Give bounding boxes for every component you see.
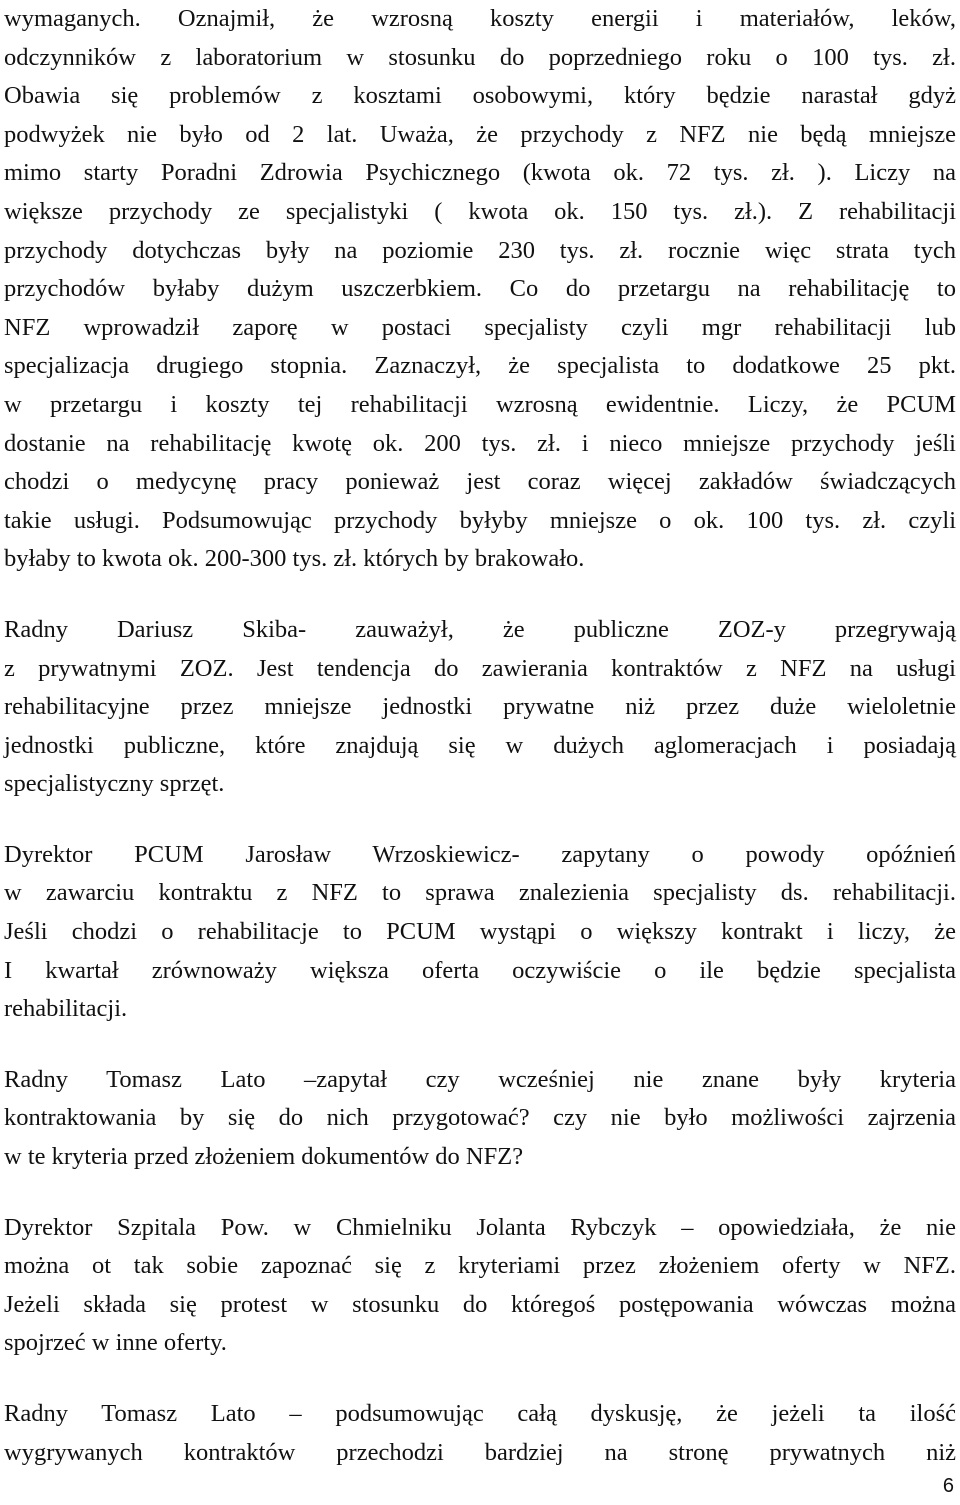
text-line: jednostki publiczne, które znajdują się w dużych aglomeracjach i posiadają (4, 731, 956, 759)
paragraph-radny-lato-summary (4, 1395, 956, 1472)
text-line: Dyrektor PCUM Jarosław Wrzoskiewicz- zapytany o powody opóźnień (4, 840, 956, 868)
text-line: z prywatnymi ZOZ. Jest tendencja do zawierania kontraktów z NFZ na usługi (4, 654, 956, 682)
text-line: podwyżek nie było od 2 lat. Uważa, że przychody z NFZ nie będą mniejsze (4, 120, 956, 148)
text-line: chodzi o medycynę pracy ponieważ jest coraz więcej zakładów świadczących (4, 468, 956, 496)
text-line: odczynników z laboratorium w stosunku do poprzedniego roku o 100 tys. zł. (4, 43, 956, 71)
text-line: można ot tak sobie zapoznać się z kryteriami przez złożeniem oferty w NFZ. (4, 1252, 956, 1280)
text-line: w zawarciu kontraktu z NFZ to sprawa znalezienia specjalisty ds. rehabilitacji. (4, 879, 956, 907)
page-number: 6 (942, 1475, 954, 1497)
text-line: Obawia się problemów z kosztami osobowymi, który będzie narastał gdyż (4, 82, 956, 110)
text-line: wymaganych. Oznajmił, że wzrosną koszty energii i materiałów, leków, (4, 5, 956, 32)
text-line: kontraktowania by się do nich przygotować? czy nie było możliwości zajrzenia (4, 1104, 956, 1132)
text-line: mimo starty Poradni Zdrowia Psychicznego (kwota ok. 72 tys. zł. ). Liczy na (4, 159, 956, 187)
text-line: Dyrektor Szpitala Pow. w Chmielniku Jolanta Rybczyk – opowiedziała, że nie (4, 1213, 956, 1241)
text-line: w te kryteria przed złożeniem dokumentów do NFZ? (4, 1143, 524, 1171)
text-line: spojrzeć w inne oferty. (4, 1329, 227, 1357)
paragraph-gap (4, 804, 956, 836)
paragraph-dyrektor-pcum (4, 836, 956, 1029)
paragraph-gap (4, 1029, 956, 1061)
text-line: I kwartał zrównoważy większa oferta oczywiście o ile będzie specjalista (4, 956, 956, 984)
text-line: specjalizacja drugiego stopnia. Zaznaczył, że specjalista to dodatkowe 25 pkt. (4, 352, 956, 380)
paragraph-gap (4, 579, 956, 611)
text-line: rehabilitacji. (4, 995, 128, 1023)
paragraph-gap (4, 1363, 956, 1395)
paragraph-radny-lato-question (4, 1061, 956, 1177)
text-line: większe przychody ze specjalistyki ( kwota ok. 150 tys. zł.). Z rehabilitacji (4, 197, 956, 225)
text-line: Jeśli chodzi o rehabilitacje to PCUM wystąpi o większy kontrakt i liczy, że (4, 918, 956, 946)
text-line: Radny Tomasz Lato –zapytał czy wcześniej nie znane były kryteria (4, 1065, 956, 1093)
text-line: Jeżeli składa się protest w stosunku do któregoś postępowania wówczas można (4, 1290, 956, 1318)
text-line: wygrywanych kontraktów przechodzi bardziej na stronę prywatnych niż (4, 1438, 956, 1466)
paragraph-radny-skiba (4, 611, 956, 804)
text-line: rehabilitacyjne przez mniejsze jednostki prywatne niż przez duże wieloletnie (4, 693, 956, 721)
text-line: byłaby to kwota ok. 200-300 tys. zł. których by brakowało. (4, 545, 585, 573)
paragraph-dyrektor-szpitala (4, 1209, 956, 1363)
text-line: przychodów byłaby dużym uszczerbkiem. Co do przetargu na rehabilitację to (4, 275, 956, 303)
text-line: dostanie na rehabilitację kwotę ok. 200 tys. zł. i nieco mniejsze przychody jeśli (4, 429, 956, 457)
text-line: Radny Dariusz Skiba- zauważył, że publiczne ZOZ-y przegrywają (4, 615, 956, 643)
text-line: NFZ wprowadził zaporę w postaci specjalisty czyli mgr rehabilitacji lub (4, 313, 956, 341)
text-line: w przetargu i koszty tej rehabilitacji wzrosną ewidentnie. Liczy, że PCUM (4, 390, 956, 418)
text-line: takie usługi. Podsumowując przychody byłyby mniejsze o ok. 100 tys. zł. czyli (4, 506, 956, 534)
document-page (4, 0, 956, 1472)
text-line: przychody dotychczas były na poziomie 230 tys. zł. rocznie więc strata tych (4, 236, 956, 264)
text-line: specjalistyczny sprzęt. (4, 770, 225, 798)
text-line: Radny Tomasz Lato – podsumowując całą dyskusję, że jeżeli ta ilość (4, 1400, 956, 1427)
paragraph-gap (4, 1177, 956, 1209)
paragraph-hospital-finances (4, 0, 956, 579)
